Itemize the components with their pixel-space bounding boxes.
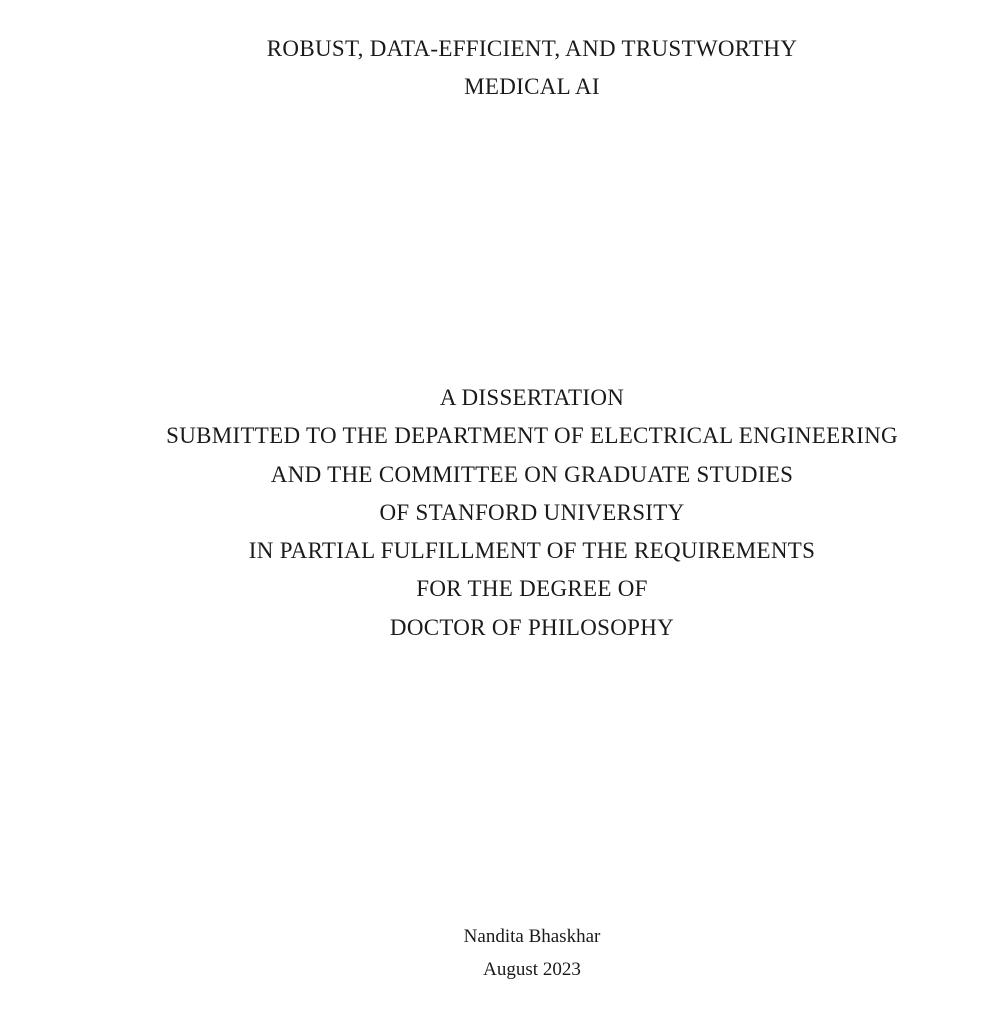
submission-statement (64, 379, 1000, 647)
submission-date: August 2023 (483, 959, 581, 980)
statement-line: OF STANFORD UNIVERSITY (379, 499, 685, 525)
title-line: ROBUST, DATA-EFFICIENT, AND TRUSTWORTHY (266, 36, 798, 61)
author-block (64, 920, 1000, 986)
statement-line: A DISSERTATION (439, 385, 625, 410)
statement-line: AND THE COMMITTEE ON GRADUATE STUDIES (270, 461, 794, 487)
author-name: Nandita Bhaskhar (463, 926, 601, 947)
dissertation-title (64, 30, 1000, 106)
title-line: MEDICAL AI (464, 74, 600, 99)
statement-line: DOCTOR OF PHILOSOPHY (389, 614, 675, 640)
statement-line: SUBMITTED TO THE DEPARTMENT OF ELECTRICAL ENGINEERING (166, 423, 898, 449)
statement-line: FOR THE DEGREE OF (416, 576, 648, 602)
statement-line: IN PARTIAL FULFILLMENT OF THE REQUIREMENTS (248, 538, 816, 564)
